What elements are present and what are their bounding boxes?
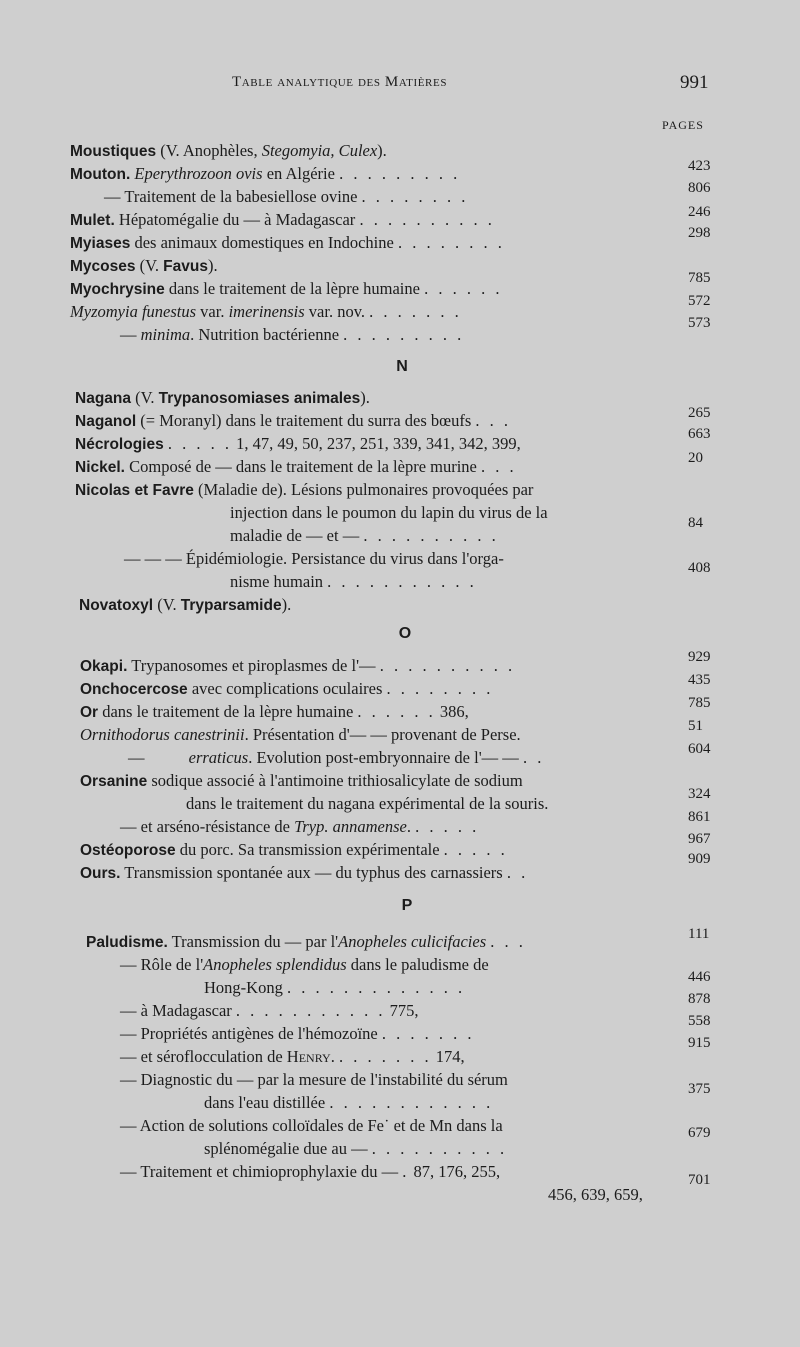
page-ref: 446	[688, 969, 711, 985]
page-ref: 701	[688, 1172, 711, 1188]
index-entry: injection dans le poumon du lapin du virus de la	[230, 503, 548, 522]
index-entry: Mulet. Hépatomégalie du — à Madagascar . . . . . . . . . . 246	[70, 204, 711, 229]
page-ref: 663	[688, 426, 711, 442]
index-entry: Naganol (= Moranyl) dans le traitement du surra des bœufs . . . 265	[75, 405, 711, 430]
page-ref: 604	[688, 741, 711, 757]
page-ref: 929	[688, 649, 711, 665]
index-entry: — Traitement et chimioprophylaxie du — . 87, 176, 255,	[120, 1162, 501, 1181]
page-ref: 435	[688, 672, 711, 688]
index-entry: Nicolas et Favre (Maladie de). Lésions pulmonaires provoquées par	[75, 480, 534, 499]
section-letter: N	[396, 358, 408, 375]
page-ref: 679	[688, 1125, 711, 1141]
page-ref: 51	[688, 718, 703, 734]
index-entry: Myochrysine dans le traitement de la lèpre humaine . . . . . . 785	[70, 270, 711, 298]
page-ref: 558	[688, 1013, 711, 1029]
header-title: Table analytique des Matières	[232, 74, 448, 90]
index-entry: Myiases des animaux domestiques en Indochine . . . . . . . . 298	[70, 225, 711, 252]
index-entry: Mycoses (V. Favus).	[70, 256, 218, 275]
page-ref: 84	[688, 515, 703, 531]
page-ref: 967	[688, 831, 711, 847]
index-entry: — et arséno-résistance de Tryp. annamense. . . . . . 861	[120, 809, 711, 836]
index-entry: Hong-Kong . . . . . . . . . . . . . 446	[204, 969, 711, 997]
index-entry: Or dans le traitement de la lèpre humaine . . . . . . 386, 785	[80, 695, 711, 721]
index-entry: 456, 639, 659, 701	[548, 1172, 711, 1204]
page-ref: 111	[688, 926, 710, 942]
page-ref: 915	[688, 1035, 711, 1051]
pages-column-label: PAGES	[662, 118, 704, 132]
index-entry: dans l'eau distillée . . . . . . . . . . . . 375	[204, 1081, 711, 1112]
index-entry: Novatoxyl (V. Tryparsamide).	[79, 595, 292, 614]
section-letter: O	[398, 625, 412, 642]
index-entry: — Action de solutions colloïdales de Fe˙ et de Mn dans la	[120, 1116, 503, 1135]
page-ref: 246	[688, 204, 711, 220]
index-entry: splénomégalie due au — . . . . . . . . . . 679	[204, 1125, 711, 1158]
index-entry: — Traitement de la babesiellose ovine . . . . . . . . 806	[104, 180, 711, 206]
page-ref: 20	[688, 450, 703, 466]
page-ref: 265	[688, 405, 711, 421]
index-entry: Onchocercose avec complications oculaires . . . . . . . . 435	[80, 672, 711, 698]
index-entry: dans le traitement du nagana expérimental de la souris. 324	[186, 786, 711, 813]
page-ref: 408	[688, 560, 711, 576]
index-entry: — Rôle de l'Anopheles splendidus dans le paludisme de	[120, 955, 489, 974]
index-entry: Orsanine sodique associé à l'antimoine trithiosalicylate de sodium	[80, 771, 523, 790]
index-entry: — à Madagascar . . . . . . . . . . . 775, 878	[120, 991, 711, 1020]
index-entry: Nécrologies . . . . . 1, 47, 49, 50, 237, 251, 339, 341, 342, 399, 663	[75, 426, 711, 453]
index-entry: — — — Épidémiologie. Persistance du virus dans l'orga-	[124, 549, 504, 568]
header-page-number: 991	[680, 72, 709, 93]
page-ref: 573	[688, 315, 711, 331]
page-ref: 423	[688, 158, 711, 174]
page-ref: 878	[688, 991, 711, 1007]
index-entry: — Propriétés antigènes de l'hémozoïne . . . . . . . 558	[120, 1013, 711, 1043]
index-entry: Paludisme. Transmission du — par l'Anopheles culicifacies . . . 111	[86, 926, 710, 951]
page-ref: 572	[688, 293, 711, 309]
index-entry: — erraticus. Evolution post-embryonnaire de l'— — . . 604	[128, 741, 711, 767]
index-entry: Ostéoporose du porc. Sa transmission expérimentale . . . . . 967	[80, 831, 711, 859]
index-entry: Okapi. Trypanosomes et piroplasmes de l'— . . . . . . . . . . 929	[80, 649, 711, 675]
page-ref: 324	[688, 786, 711, 802]
running-header	[0, 72, 800, 98]
page-ref: 785	[688, 270, 711, 286]
index-entry: Myzomyia funestus var. imerinensis var. nov. . . . . . . . 572	[70, 293, 711, 321]
index-entry: — et séroflocculation de Henry. . . . . . . . 174, 915	[120, 1035, 711, 1066]
page-ref: 298	[688, 225, 711, 241]
index-entry: Mouton. Eperythrozoon ovis en Algérie . . . . . . . . . 423	[70, 158, 711, 183]
page-ref: 861	[688, 809, 711, 825]
section-letter: P	[401, 897, 413, 914]
index-entry: Ornithodorus canestrinii. Présentation d'— — provenant de Perse. 51	[80, 718, 703, 744]
index-entry: Nagana (V. Trypanosomiases animales).	[75, 388, 370, 407]
index-entry: Moustiques (V. Anophèles, Stegomyia, Culex).	[70, 141, 387, 160]
index-entry: nisme humain . . . . . . . . . . . 408	[230, 560, 711, 591]
index-entry: — Diagnostic du — par la mesure de l'instabilité du sérum	[120, 1070, 508, 1089]
page-ref: 909	[688, 851, 711, 867]
page-ref: 375	[688, 1081, 711, 1097]
page-ref: 806	[688, 180, 711, 196]
page-ref: 785	[688, 695, 711, 711]
index-entry: Ours. Transmission spontanée aux — du typhus des carnassiers . . 909	[80, 851, 711, 882]
index-entry: — minima. Nutrition bactérienne . . . . . . . . . 573	[120, 315, 711, 344]
index-entry: Nickel. Composé de — dans le traitement de la lèpre murine . . . 20	[75, 450, 703, 476]
index-entry: maladie de — et — . . . . . . . . . . 84	[230, 515, 703, 545]
